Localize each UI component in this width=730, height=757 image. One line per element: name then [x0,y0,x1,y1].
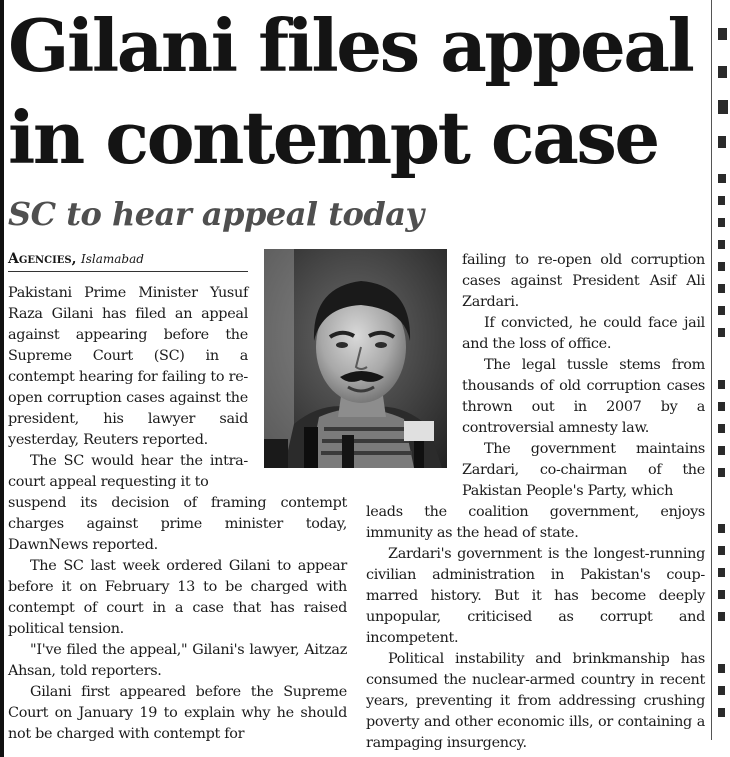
paragraph-9: The government maintains Zardari, co-chairman of the Pakistan People's Party, which [462,441,705,499]
headline [8,0,708,184]
paragraph-4: "I've filed the appeal," Gilani's lawyer, Aitzaz Ahsan, told reporters. [8,642,347,679]
paragraph-5: Gilani first appeared before the Supreme Court on January 19 to explain why he should not be charged with contempt for [8,684,347,742]
byline-agency: Agencies, [8,251,77,267]
paragraph-2-continued: suspend its decision of framing contempt charges against prime minister today, DawnNews reported. [8,495,347,553]
headline-line-1: Gilani files appeal [8,3,693,88]
adjacent-article-fragment [716,0,730,757]
paragraph-2: The SC would hear the intra-court appeal requesting it to [8,453,248,490]
paragraph-10: Zardari's government is the longest-running civilian administration in Pakistan's coup-marred history. But it has become deeply unpopular, criticised as corrupt and incompetent. [366,546,705,646]
paragraph-1: Pakistani Prime Minister Yusuf Raza Gilani has filed an appeal against appearing before the Supreme Court (SC) in a contempt hearing for failing to re-open corruption cases against the president, his lawyer said yesterday, Reuters reported. [8,285,248,448]
column-rule [711,0,712,740]
paragraph-7: If convicted, he could face jail and the loss of office. [462,315,705,352]
headline-line-2: in contempt case [8,95,658,180]
paragraph-9-continued: leads the coalition government, enjoys immunity as the head of state. [366,504,705,541]
gilani-photo [264,249,447,468]
left-edge-border [0,0,4,757]
paragraph-6: failing to re-open old corruption cases against President Asif Ali Zardari. [462,252,705,310]
byline-location: Islamabad [80,252,144,266]
clipped-text-marks [716,0,730,757]
gilani-portrait-image [264,249,447,468]
paragraph-8: The legal tussle stems from thousands of old corruption cases thrown out in 2007 by a controversial amnesty law. [462,357,705,436]
paragraph-3: The SC last week ordered Gilani to appear before it on February 13 to be charged with contempt of court in a case that has raised political tension. [8,558,347,637]
paragraph-11: Political instability and brinkmanship has consumed the nuclear-armed country in recent years, preventing it from addressing crushing poverty and other economic ills, or containing a rampaging insurgency. [366,651,705,751]
subheadline: SC to hear appeal today [8,195,424,233]
byline [8,250,248,272]
